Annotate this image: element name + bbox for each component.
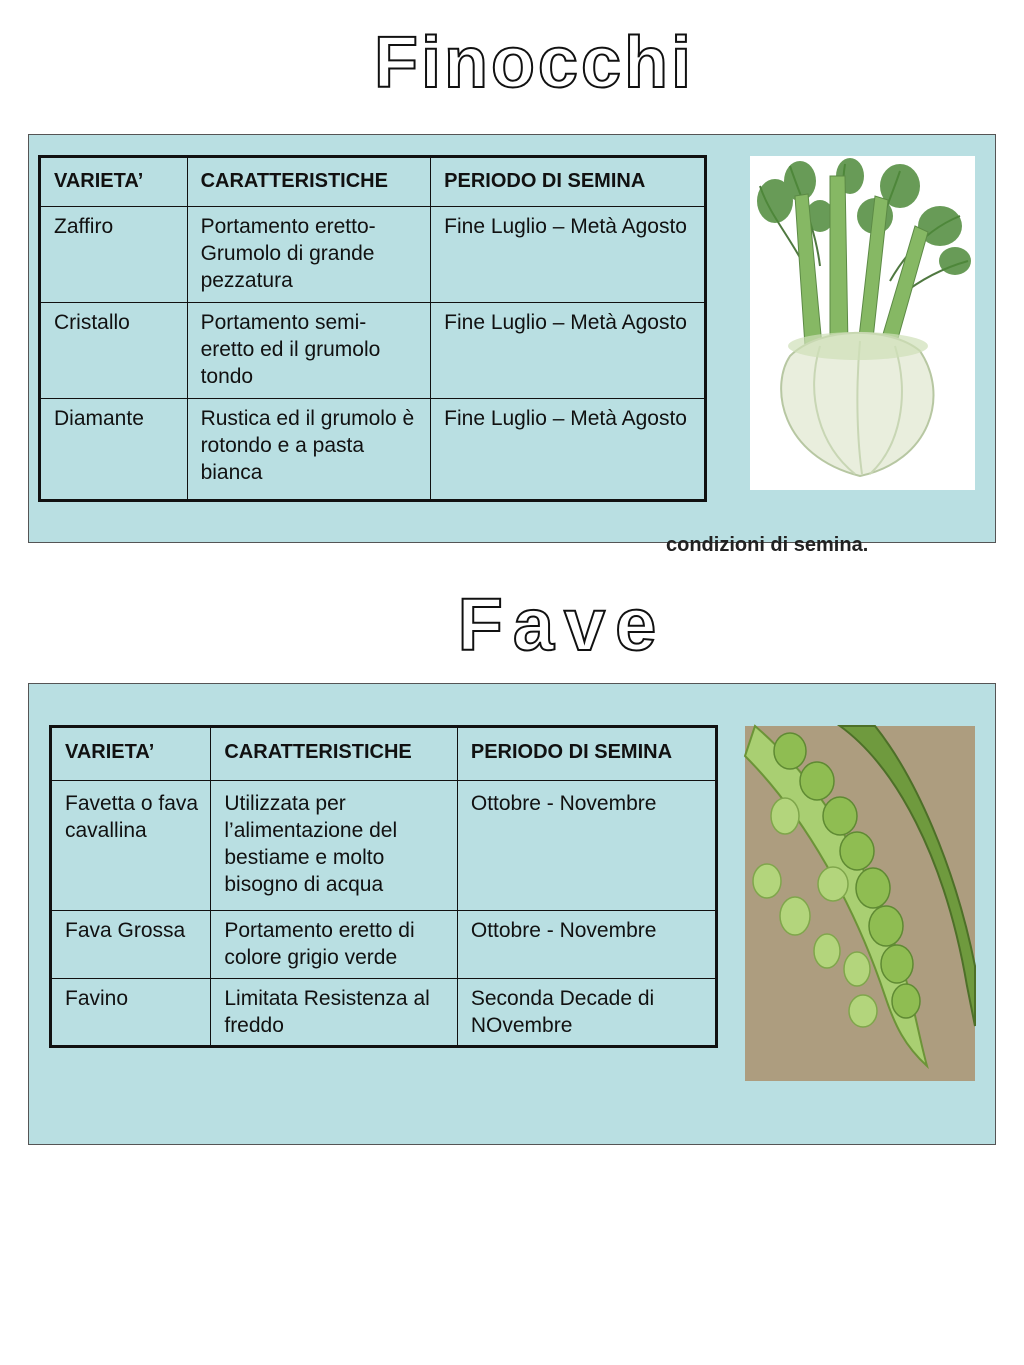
page-title-fave: Fave (457, 583, 667, 666)
fennel-photo (750, 156, 975, 490)
table-row (40, 399, 706, 501)
broad-beans-illustration (745, 726, 975, 1081)
table-header-row (51, 727, 717, 781)
cell-periodo: Fine Luglio – Metà Agosto (431, 207, 706, 303)
table-row (51, 979, 717, 1047)
column-header-periodo: PERIODO DI SEMINA (457, 727, 716, 781)
cell-caratteristiche: Limitata Resistenza al freddo (211, 979, 458, 1047)
table-row (40, 207, 706, 303)
table-row (51, 911, 717, 979)
finocchi-table (38, 155, 707, 502)
cell-caratteristiche: Portamento eretto di colore grigio verde (211, 911, 458, 979)
table-header-row (40, 157, 706, 207)
cell-caratteristiche: Utilizzata per l’alimentazione del bestiame e molto bisogno di acqua (211, 781, 458, 911)
fave-panel (28, 683, 996, 1145)
cell-caratteristiche: Portamento eretto- Grumolo di grande pezzatura (187, 207, 431, 303)
column-header-varieta: VARIETA’ (51, 727, 211, 781)
column-header-caratteristiche: CARATTERISTICHE (211, 727, 458, 781)
cell-caratteristiche: Portamento semi-eretto ed il grumolo tondo (187, 303, 431, 399)
cell-periodo: Ottobre - Novembre (457, 781, 716, 911)
cell-periodo: Ottobre - Novembre (457, 911, 716, 979)
cell-periodo: Seconda Decade di NOvembre (457, 979, 716, 1047)
fave-table (49, 725, 718, 1048)
cell-varieta: Cristallo (40, 303, 188, 399)
table-row (40, 303, 706, 399)
cell-periodo: Fine Luglio – Metà Agosto (431, 399, 706, 501)
cell-varieta: Zaffiro (40, 207, 188, 303)
column-header-varieta: VARIETA’ (40, 157, 188, 207)
table-row (51, 781, 717, 911)
cell-varieta: Diamante (40, 399, 188, 501)
column-header-caratteristiche: CARATTERISTICHE (187, 157, 431, 207)
cell-periodo: Fine Luglio – Metà Agosto (431, 303, 706, 399)
fennel-illustration (750, 156, 975, 490)
broad-beans-photo (745, 726, 975, 1081)
stray-text-fragment: condizioni di semina. (666, 534, 869, 556)
page-title-finocchi: Finocchi (373, 23, 694, 103)
cell-varieta: Favino (51, 979, 211, 1047)
cell-caratteristiche: Rustica ed il grumolo è rotondo e a pasta bianca (187, 399, 431, 501)
column-header-periodo: PERIODO DI SEMINA (431, 157, 706, 207)
cell-varieta: Fava Grossa (51, 911, 211, 979)
cell-varieta: Favetta o fava cavallina (51, 781, 211, 911)
